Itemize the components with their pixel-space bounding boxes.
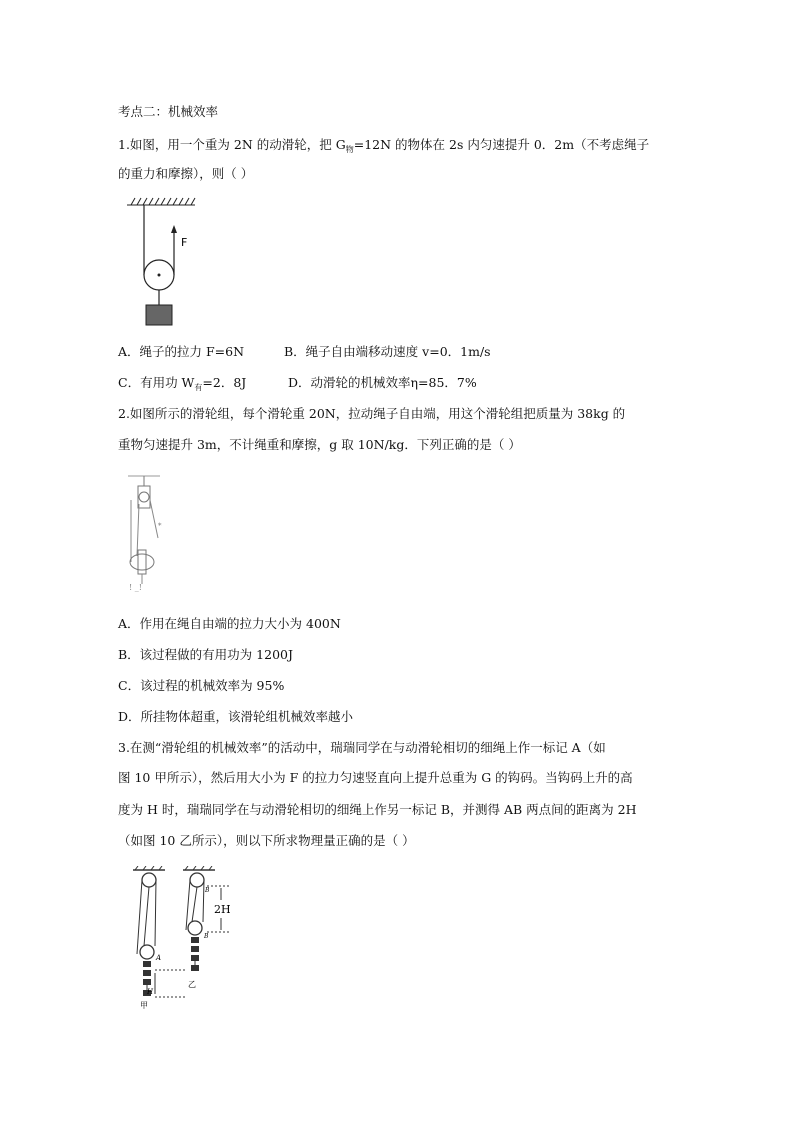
q3-stem-line1: 3.在测“滑轮组的机械效率”的活动中，瑞瑞同学在与动滑轮相切的细绳上作一标记 A（如	[118, 740, 606, 755]
q3-stem-line3: 度为 H 时，瑞瑞同学在与动滑轮相切的细绳上作另一标记 B，并测得 AB 两点间的距离为 2H	[118, 802, 637, 817]
q1-options-row2	[118, 374, 477, 397]
label-h: H	[147, 988, 154, 996]
label-b: B	[205, 887, 210, 894]
label-jia: 甲	[140, 1001, 148, 1010]
q2-option-a: A．作用在绳自由端的拉力大小为 400N	[118, 616, 341, 631]
q2-stem-line1: 2.如图所示的滑轮组，每个滑轮重 20N，拉动绳子自由端，用这个滑轮组把质量为 38kg 的	[118, 406, 626, 421]
label-a: A	[156, 954, 162, 962]
fixed-pulley	[139, 492, 149, 502]
rope-right	[150, 500, 158, 538]
q1-stem-part2: =12N 的物体在 2s 内匀速提升 0．2m（不考虑绳子	[353, 137, 650, 152]
label-b-lower: B	[204, 933, 209, 940]
q1-option-a: A．绳子的拉力 F=6N	[118, 344, 245, 359]
weight-mark: ! _!	[129, 583, 142, 592]
q1-option-d: D．动滑轮的机械效率η=85．7%	[288, 375, 477, 390]
force-label: F	[181, 236, 188, 249]
pulley-axle	[158, 274, 161, 277]
ceiling-hatch	[127, 198, 195, 205]
setup-yi	[183, 866, 231, 989]
fixed-pulley-frame	[138, 486, 150, 508]
q2-option-c: C．该过程的机械效率为 95%	[118, 678, 285, 693]
q1-option-c: C．有用功 $W_有=2$．8J	[118, 375, 247, 392]
q1-option-b: B．绳子自由端移动速度 v=0．1m/s	[284, 344, 491, 359]
movable-pulley	[130, 554, 154, 570]
q3-stem-line2: 图 10 甲所示），然后用大小为 F 的拉力匀速竖直向上提升总重为 G 的钩码。当钩码上升的高	[118, 770, 633, 785]
q1-stem-part1: 1.如图，用一个重为 2N 的动滑轮，把 G	[118, 137, 346, 152]
q3-stem-line4: （如图 10 乙所示），则以下所求物理量正确的是（ ）	[118, 833, 415, 848]
q2-stem-line2: 重物匀速提升 3m，不计绳重和摩擦，g 取 10N/kg．下列正确的是（ ）	[118, 437, 521, 452]
q1-stem-sub: 物	[345, 145, 354, 154]
label-yi: 乙	[188, 980, 196, 989]
weight-block	[146, 305, 172, 325]
q2-option-d: D．所挂物体超重，该滑轮组机械效率越小	[118, 709, 354, 724]
q1-options-row1	[118, 343, 491, 361]
rope-mid	[137, 504, 139, 556]
q2-option-b: B．该过程做的有用功为 1200J	[118, 647, 293, 662]
q1-stem-line2: 的重力和摩擦），则（ ）	[118, 166, 254, 181]
q2-pulley-block-figure	[120, 470, 172, 595]
label-2h: 2H	[214, 903, 231, 916]
section-title: 考点二：机械效率	[118, 104, 219, 119]
force-mark: *	[158, 522, 162, 530]
setup-jia	[133, 866, 187, 1010]
force-arrow-icon	[171, 225, 177, 233]
q1-pulley-figure	[125, 195, 205, 330]
q3-experiment-figure	[125, 866, 245, 1012]
q1-stem-line1	[118, 136, 649, 159]
